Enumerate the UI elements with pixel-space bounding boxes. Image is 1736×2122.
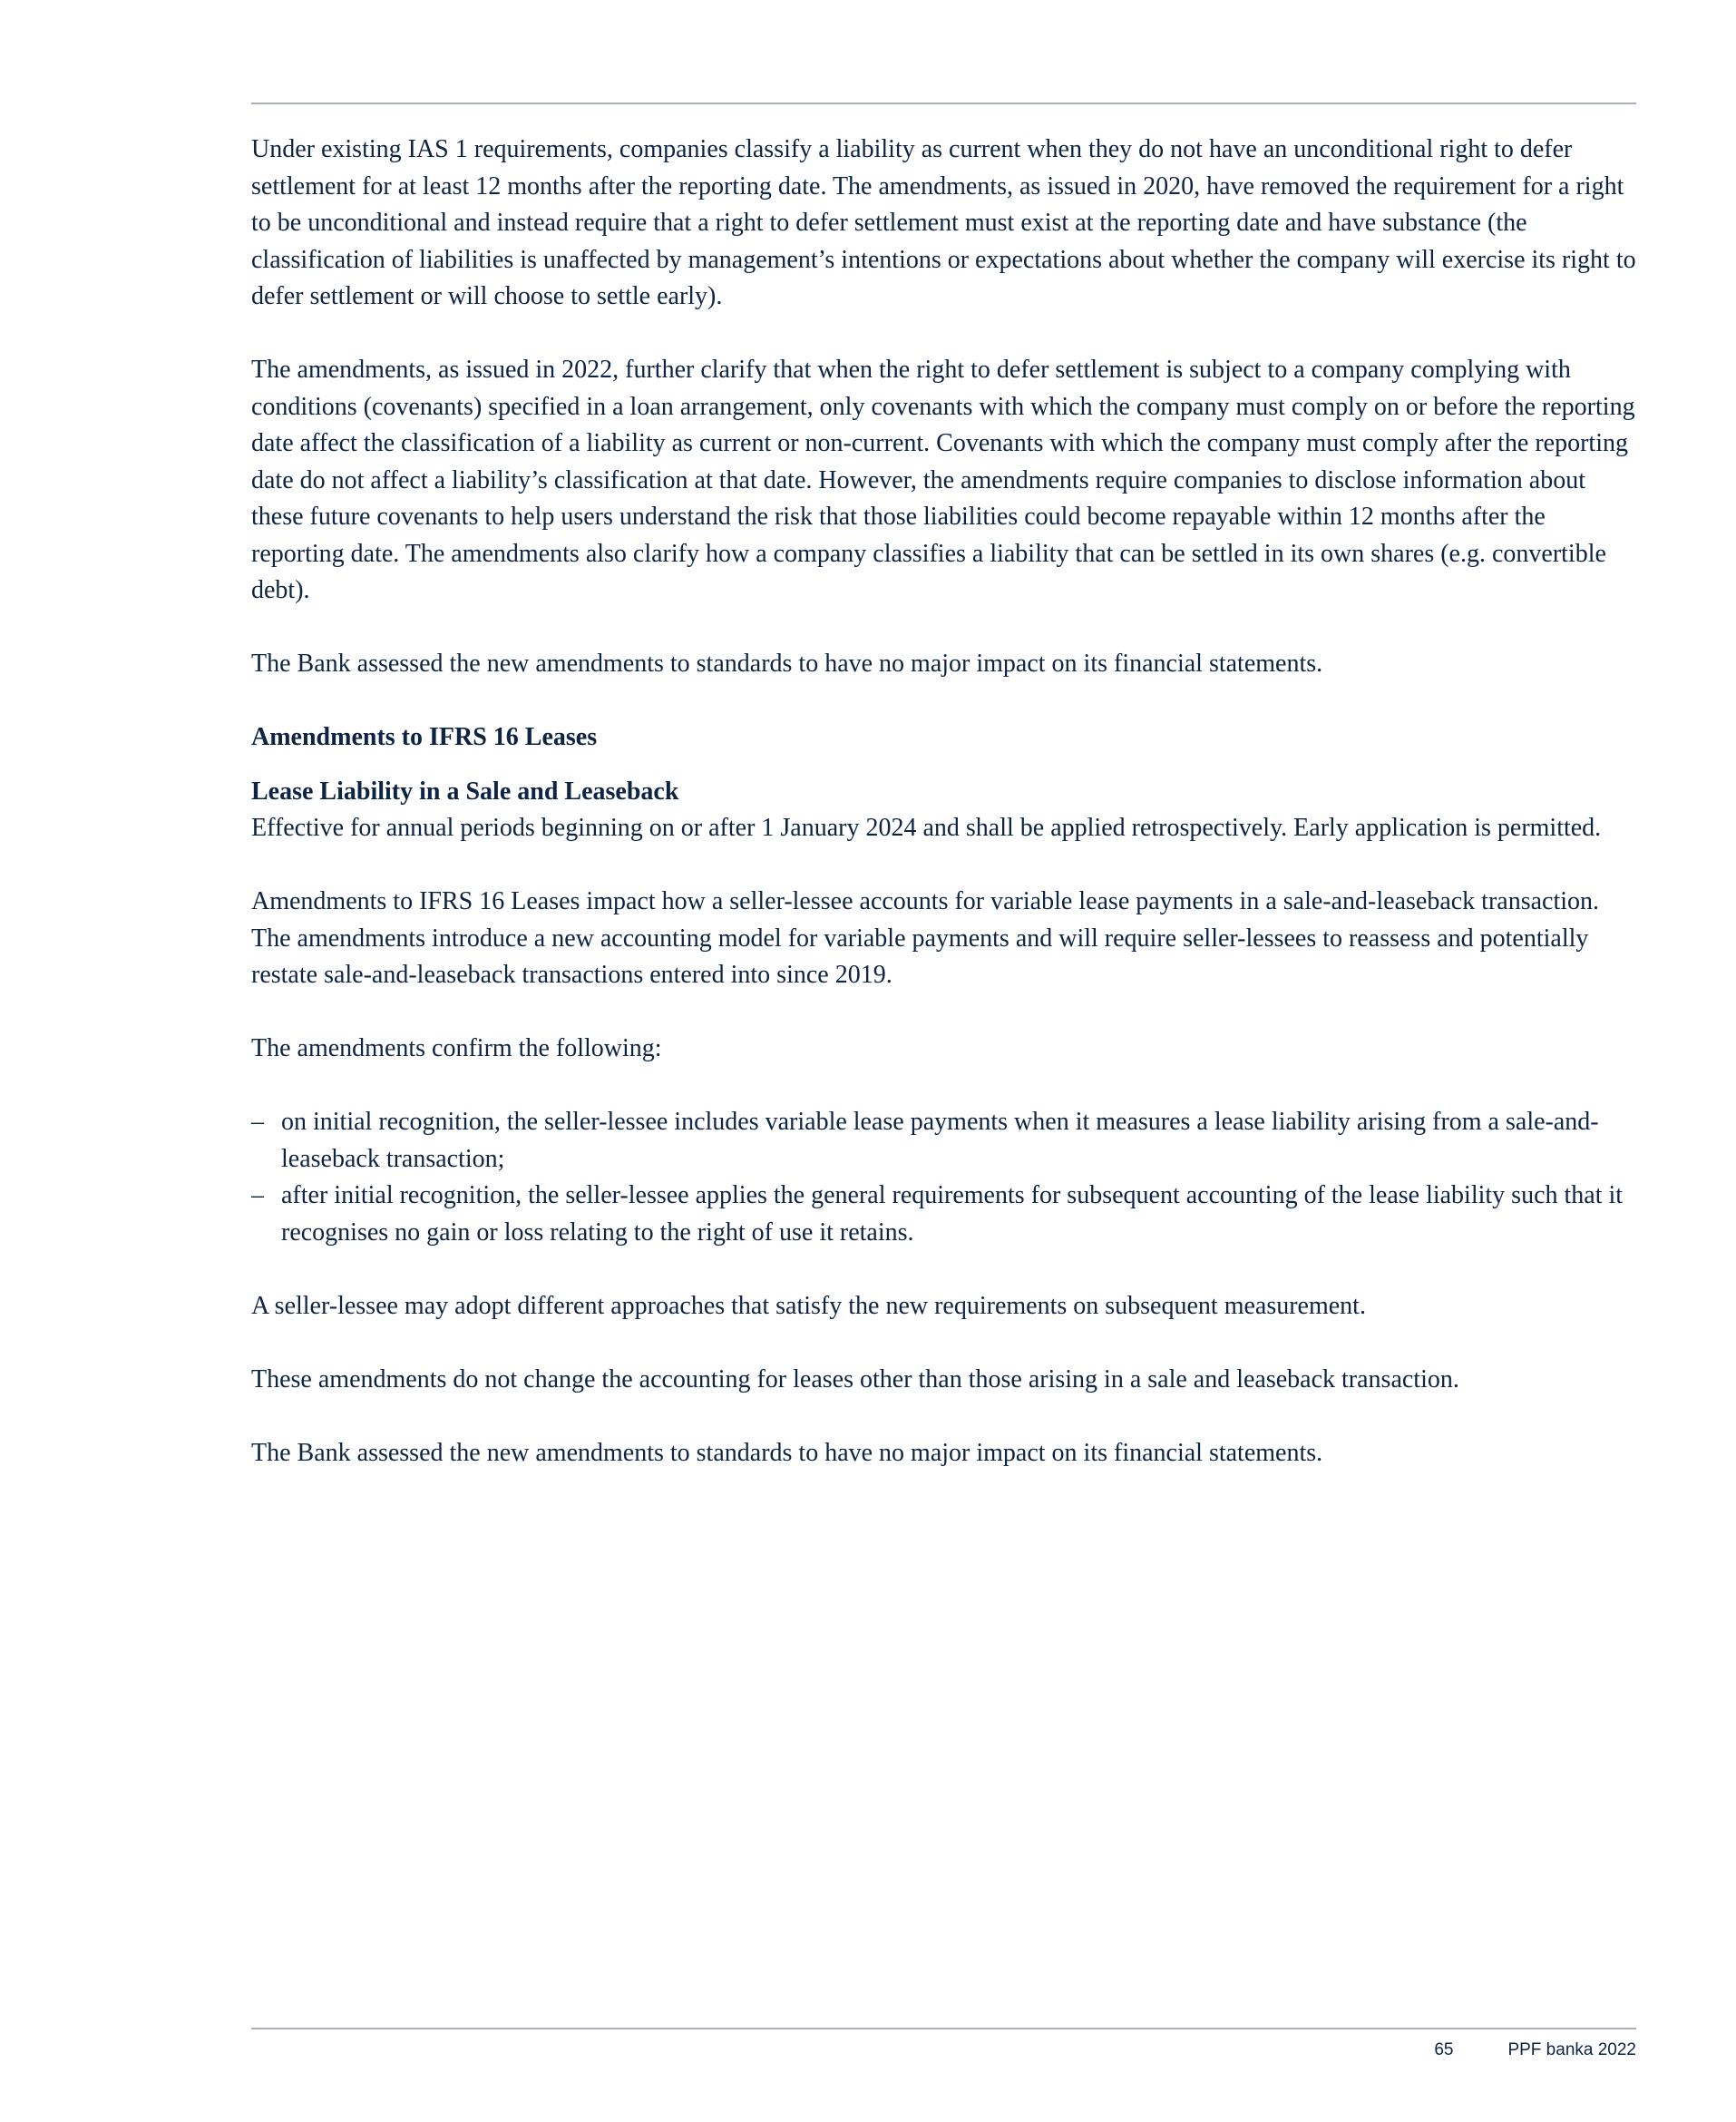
paragraph-covenants: The amendments, as issued in 2022, further clarify that when the right to defer settlement is subject to a company complying with conditions (covenants) specified in a loan arrangement, only covenants with which the company must comply on or before the reporting date affect the classification of a liability as current or non-current. Covenants with which the company must comply after the reporting date do not affect a liability’s classification at that date. However, the amendments require companies to disclose information about these future covenants to help users understand the risk that those liabilities could become repayable within 12 months after the reporting date. The amendments also clarify how a company classifies a liability that can be settled in its own shares (e.g. convertible debt).	[251, 356, 1635, 604]
list-item-text: after initial recognition, the seller-lessee applies the general requirements for subsequent accounting of the lease liability such that it recognises no gain or loss relating to the right of use it retains.	[281, 1181, 1624, 1247]
footer-divider	[251, 2028, 1636, 2029]
paragraph-confirm-intro: The amendments confirm the following:	[251, 1034, 662, 1062]
dash-bullet: –	[251, 1108, 264, 1136]
paragraph-ifrs16-impact: Amendments to IFRS 16 Leases impact how a seller-lessee accounts for variable lease payments in a sale-and-leaseback transaction. The amendments introduce a new accounting model for variable payments and will require seller-lessees to reassess and potentially restate sale-and-leaseback transactions entered into since 2019.	[251, 887, 1600, 989]
subheading-sale-leaseback: Lease Liability in a Sale and Leaseback	[251, 777, 679, 806]
header-divider	[251, 103, 1636, 104]
paragraph-no-change: These amendments do not change the accounting for leases other than those arising in a sale and leaseback transaction.	[251, 1364, 1459, 1393]
page-footer	[1434, 2038, 1636, 2063]
paragraph-ias1-requirements: Under existing IAS 1 requirements, companies classify a liability as current when they do not have an unconditional right to defer settlement for at least 12 months after the reporting date. The amendments, as issued in 2020, have removed the requirement for a right to be unconditional and instead require that a right to defer settlement must exist at the reporting date and have substance (the classification of liabilities is unaffected by management’s intentions or expectations about whether the company will exercise its right to defer settlement or will choose to settle early).	[251, 135, 1636, 310]
document-body	[251, 132, 1636, 1509]
paragraph-approaches: A seller-lessee may adopt different approaches that satisfy the new requirements on subsequent measurement.	[251, 1291, 1366, 1320]
page-number: 65	[1434, 2040, 1454, 2059]
paragraph-bank-assessment-ias1: The Bank assessed the new amendments to standards to have no major impact on its financial statements.	[251, 650, 1323, 678]
amendments-list	[251, 1104, 1636, 1251]
publication-title: PPF banka 2022	[1507, 2040, 1636, 2059]
list-item-text: on initial recognition, the seller-lessee includes variable lease payments when it measures a lease liability arising from a sale-and-leaseback transaction;	[281, 1108, 1599, 1173]
section-heading-ifrs16: Amendments to IFRS 16 Leases	[251, 723, 598, 751]
dash-bullet: –	[251, 1181, 264, 1209]
list-item	[251, 1178, 1636, 1251]
paragraph-bank-assessment-ifrs16: The Bank assessed the new amendments to standards to have no major impact on its financial statements.	[251, 1438, 1323, 1467]
list-item	[251, 1104, 1636, 1178]
paragraph-effective-date: Effective for annual periods beginning on or after 1 January 2024 and shall be applied retrospectively. Early application is permitted.	[251, 814, 1602, 842]
